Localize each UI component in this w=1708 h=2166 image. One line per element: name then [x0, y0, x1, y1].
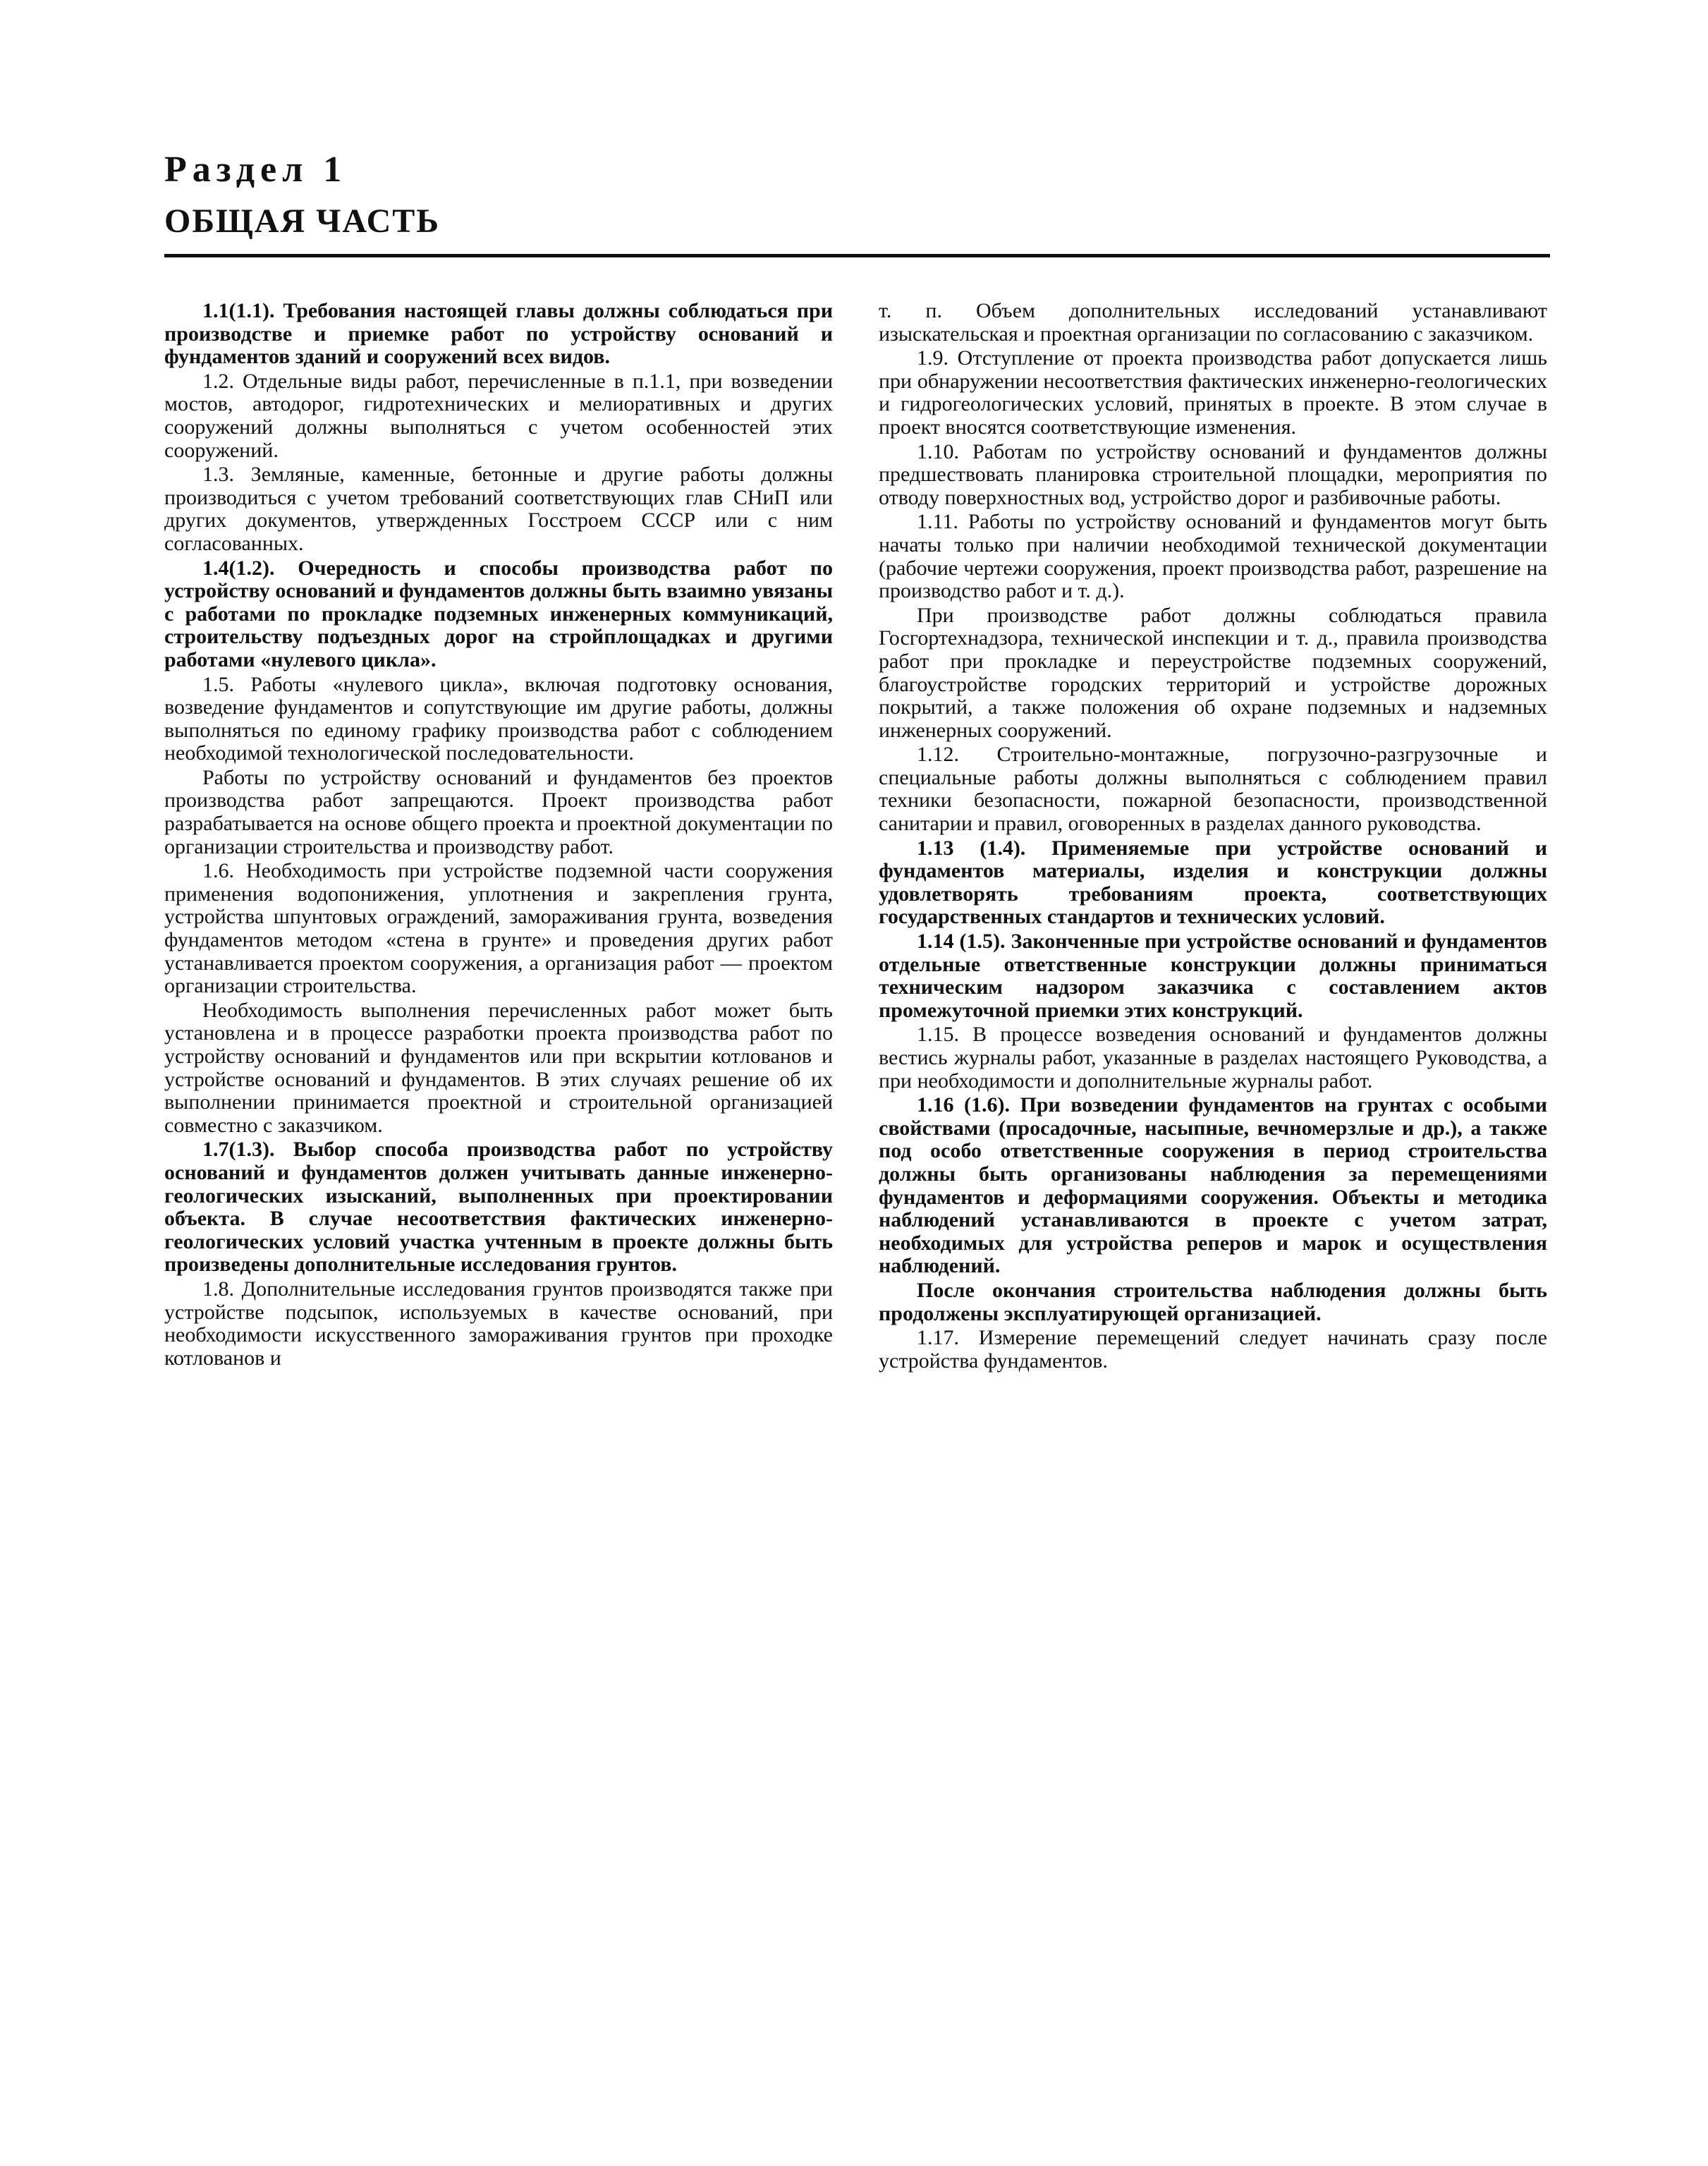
paragraph-1-15: 1.15. В процессе возведения оснований и фундаментов должны вестись журналы работ, указанные в разделах настоящего Руководства, а при необходимости и дополнительные журналы работ.	[879, 1023, 1547, 1093]
header-divider	[164, 254, 1550, 257]
paragraph-1-5-cont: Работы по устройству оснований и фундаментов без проектов производства работ запрещаются. Проект производства работ разрабатывается на основе общего проекта и проектной документации по организации строительства и производству работ.	[164, 765, 833, 858]
paragraph-1-16-cont: После окончания строительства наблюдения должны быть продолжены эксплуатирующей организацией.	[879, 1278, 1547, 1325]
paragraph-1-11: 1.11. Работы по устройству оснований и фундаментов могут быть начаты только при наличии необходимой технической документации (рабочие чертежи сооружения, проект производства работ, разрешение на производство работ и т. д.).	[879, 510, 1547, 603]
paragraph-1-8: 1.8. Дополнительные исследования грунтов производятся также при устройстве подсыпок, используемых в качестве оснований, при необходимости искусственного замораживания грунтов при проходке котлованов и	[164, 1277, 833, 1370]
paragraph-1-6-cont: Необходимость выполнения перечисленных работ может быть установлена и в процессе разработки проекта производства работ по устройству оснований и фундаментов или при вскрытии котлованов и устройстве оснований и фундаментов. В этих случаях решение об их выполнении принимается проектной и строительной организацией совместно с заказчиком.	[164, 998, 833, 1137]
paragraph-1-2: 1.2. Отдельные виды работ, перечисленные в п.1.1, при возведении мостов, автодорог, гидротехнических и мелиоративных и других сооружений должны выполняться с учетом особенностей этих сооружений.	[164, 369, 833, 462]
section-title: ОБЩАЯ ЧАСТЬ	[164, 202, 441, 240]
paragraph-1-12: 1.12. Строительно-монтажные, погрузочно-разгрузочные и специальные работы должны выполняться с соблюдением правил техники безопасности, пожарной безопасности, производственной санитарии и правил, оговоренных в разделах данного руководства.	[879, 743, 1547, 836]
paragraph-1-11-cont: При производстве работ должны соблюдаться правила Госгортехнадзора, технической инспекции и т. д., правила производства работ при прокладке и переустройстве подземных сооружений, благоустройстве городских территорий и устройстве дорожных покрытий, а также положения об охране подземных и надземных инженерных сооружений.	[879, 603, 1547, 742]
paragraph-1-8-cont: т. п. Объем дополнительных исследований устанавливают изыскательская и проектная организации по согласованию с заказчиком.	[879, 299, 1547, 346]
paragraph-1-1: 1.1(1.1). Требования настоящей главы должны соблюдаться при производстве и приемке работ по устройству оснований и фундаментов зданий и сооружений всех видов.	[164, 299, 833, 369]
paragraph-1-14: 1.14 (1.5). Законченные при устройстве оснований и фундаментов отдельные ответственные конструкции должны приниматься техническим надзором заказчика с составлением актов промежуточной приемки этих конструкций.	[879, 930, 1547, 1022]
paragraph-1-6: 1.6. Необходимость при устройстве подземной части сооружения применения водопонижения, уплотнения и закрепления грунта, устройства шпунтовых ограждений, замораживания грунта, возведения фундаментов методом «стена в грунте» и проведения других работ устанавливается проектом сооружения, а организация работ — проектом организации строительства.	[164, 859, 833, 998]
paragraph-1-9: 1.9. Отступление от проекта производства работ допускается лишь при обнаружении несоответствия фактических инженерно-геологических и гидрогеологических условий, принятых в проекте. В этом случае в проект вносятся соответствующие изменения.	[879, 346, 1547, 439]
right-column	[879, 300, 1547, 1373]
paragraph-1-5: 1.5. Работы «нулевого цикла», включая подготовку основания, возведение фундаментов и сопутствующие им другие работы, должны выполняться по единому графику производства работ с соблюдением необходимой технологической последовательности.	[164, 672, 833, 765]
paragraph-1-3: 1.3. Земляные, каменные, бетонные и другие работы должны производиться с учетом требований соответствующих глав СНиП или других документов, утвержденных Госстроем СССР или с ним согласованных.	[164, 463, 833, 555]
left-column	[164, 300, 833, 1370]
paragraph-1-16: 1.16 (1.6). При возведении фундаментов на грунтах с особыми свойствами (просадочные, насыпные, вечномерзлые и др.), а также под особо ответственные сооружения в период строительства должны быть организованы наблюдения за перемещениями фундаментов и деформациями сооружения. Объекты и методика наблюдений устанавливаются в проекте с учетом затрат, необходимых для устройства реперов и марок и осуществления наблюдений.	[879, 1093, 1547, 1278]
section-label: Раздел 1	[164, 150, 348, 190]
paragraph-1-13: 1.13 (1.4). Применяемые при устройстве оснований и фундаментов материалы, изделия и конструкции должны удовлетворять требованиям проекта, соответствующих государственных стандартов и технических условий.	[879, 836, 1547, 929]
paragraph-1-7: 1.7(1.3). Выбор способа производства работ по устройству оснований и фундаментов должен учитывать данные инженерно-геологических изысканий, выполненных при проектировании объекта. В случае несоответствия фактических инженерно-геологических условий участка учтенным в проекте должны быть произведены дополнительные исследования грунтов.	[164, 1138, 833, 1277]
paragraph-1-17: 1.17. Измерение перемещений следует начинать сразу после устройства фундаментов.	[879, 1326, 1547, 1373]
paragraph-1-4: 1.4(1.2). Очередность и способы производства работ по устройству оснований и фундаментов должны быть взаимно увязаны с работами по прокладке подземных инженерных коммуникаций, строительству подъездных дорог на стройплощадках и другими работами «нулевого цикла».	[164, 556, 833, 671]
paragraph-1-10: 1.10. Работам по устройству оснований и фундаментов должны предшествовать планировка строительной площадки, мероприятия по отводу поверхностных вод, устройство дорог и разбивочные работы.	[879, 439, 1547, 509]
